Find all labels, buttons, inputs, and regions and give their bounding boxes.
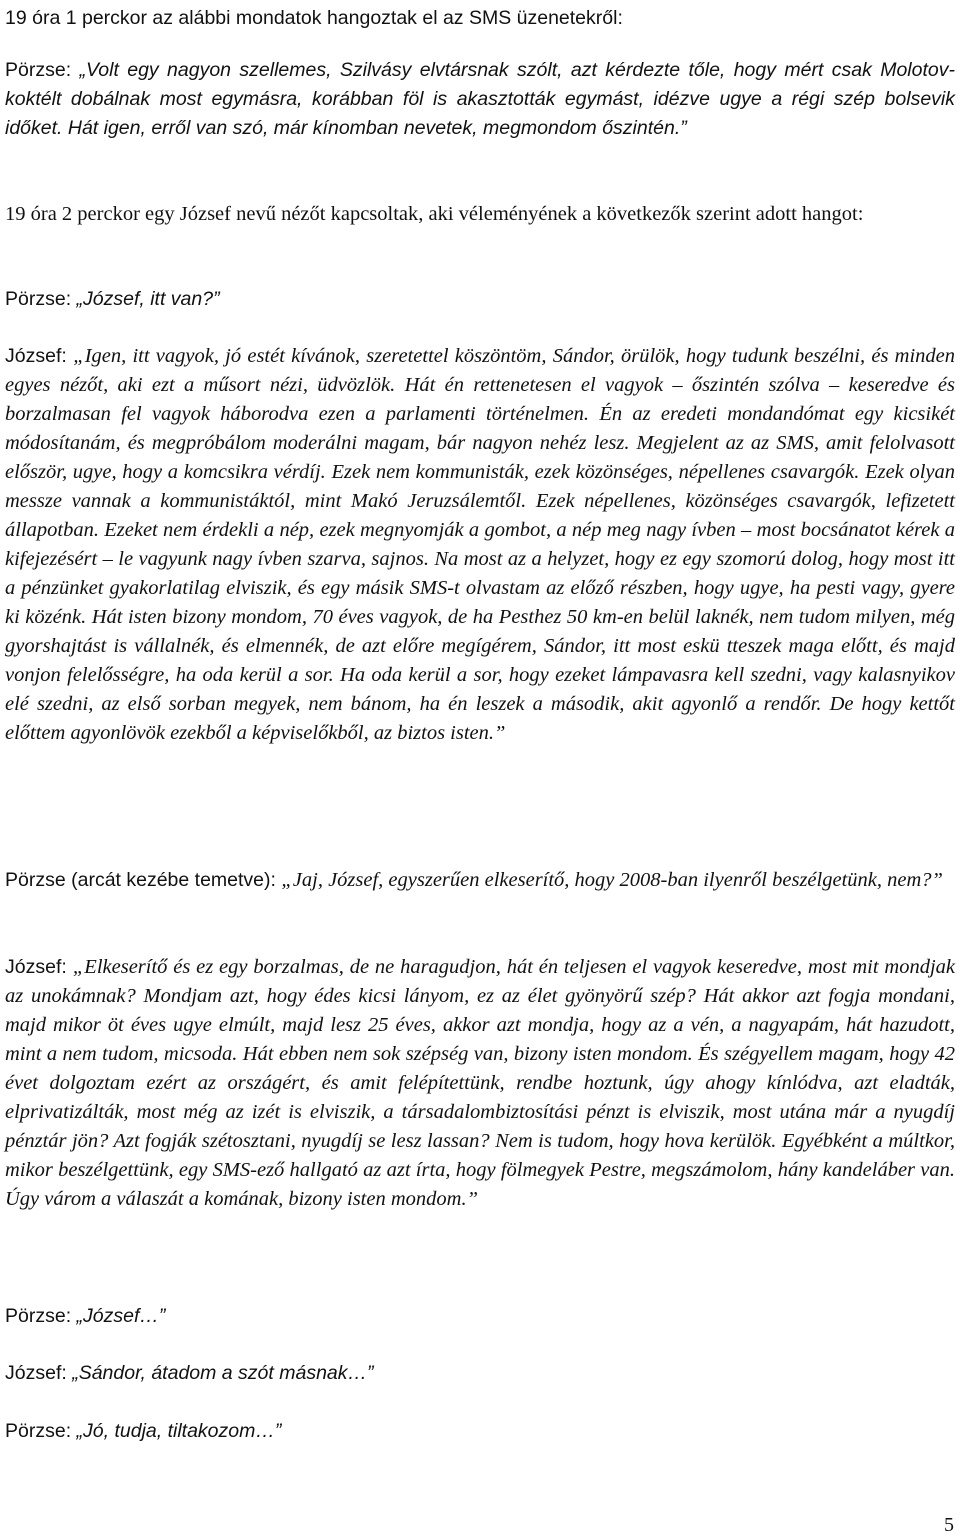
quoted-speech: „József…”: [76, 1305, 166, 1327]
speaker-label: József:: [5, 345, 74, 367]
paragraph-porzse-closing: [5, 1417, 955, 1446]
quoted-speech: „Jaj, József, egyszerűen elkeserítő, hogy 2008-ban ilyenről beszélgetünk, nem?”: [281, 869, 943, 891]
page-number: 5: [944, 1514, 954, 1536]
paragraph-porzse-interjection: [5, 1302, 955, 1331]
paragraph-porzse-reaction: [5, 866, 955, 895]
speaker-label: Pörzse:: [5, 59, 80, 81]
speaker-label: 19 óra 1 perckor az alábbi mondatok hangoztak el az SMS üzenetekről:: [5, 7, 623, 29]
paragraph-jozsef-reply-2: [5, 953, 955, 1214]
speaker-label: Pörzse:: [5, 1420, 77, 1442]
paragraph-porzse-question: [5, 285, 955, 314]
speaker-label: József:: [5, 956, 73, 978]
paragraph-jozsef-reply-1: [5, 342, 955, 748]
paragraph-porzse-quote-1: [5, 56, 955, 143]
quoted-speech: „Volt egy nagyon szellemes, Szilvásy elvtársnak szólt, azt kérdezte tőle, hogy mért csak Molotov-koktélt dobálnak most egymásra, korábban föl is akasztották egymást, idézve ugye a régi szép bolsevik időket. Hát igen, erről van szó, már kínomban nevetek, megmondom őszintén.”: [5, 59, 955, 139]
speaker-label: Pörzse:: [5, 288, 77, 310]
speaker-label: József:: [5, 1362, 73, 1384]
paragraph-jozsef-closing: [5, 1359, 955, 1388]
quoted-speech: „József, itt van?”: [76, 288, 220, 310]
speaker-label: Pörzse (arcát kezébe temetve):: [5, 869, 282, 891]
paragraph-intro-1: [5, 4, 955, 33]
paragraph-intro-2: [5, 200, 955, 229]
speaker-label: Pörzse:: [5, 1305, 77, 1327]
quoted-speech: „Elkeserítő és ez egy borzalmas, de ne haragudjon, hát én teljesen el vagyok keseredve, most mit mondjak az unokámnak? Mondjam azt, hogy édes kicsi lányom, ez az élet gyönyörű szép? Hát akkor azt fogja mondani, majd mikor öt éves ugye elmúlt, majd lesz 25 éves, akkor azt mondja, hogy az a vén, a nagyapám, hát hazudott, mint a nem tudom, micsoda. Hát ebben nem sok szépség van, bizony isten mondom. És szégyellem magam, hogy 42 évet dolgoztam ezért az országért, és amit felépítettünk, rendbe hoztunk, úgy ahogy kínlódva, azt eladták, elprivatizálták, most még az izét is elviszik, a társadalombiztosítási pénzt is elviszik, most utána már a nyugdíj pénztár jön? Azt fogják szétosztani, nyugdíj se lesz lassan? Nem is tudom, hogy hova kerülök. Egyébként a múltkor, mikor beszélgettünk, egy SMS-ező hallgató az azt írta, hogy fölmegyek Pestre, megszámolom, hány kandeláber van. Úgy várom a válaszát a komának, bizony isten mondom.”: [5, 956, 955, 1210]
quoted-speech: „Igen, itt vagyok, jó estét kívánok, szeretettel köszöntöm, Sándor, örülök, hogy tudunk beszélni, és minden egyes nézőt, aki ezt a műsort nézi, üdvözlök.: [5, 345, 955, 396]
quoted-speech: „Jó, tudja, tiltakozom…”: [76, 1420, 282, 1442]
quoted-speech: „Sándor, átadom a szót másnak…”: [72, 1362, 374, 1384]
speaker-label: 19 óra 2 perckor egy József nevű nézőt kapcsoltak, aki véleményének a következők szerint adott hangot:: [5, 203, 864, 225]
quoted-speech: Hát én rettenetesen el vagyok – őszintén szólva – keseredve és borzalmasan fel vagyok háborodva ezen a parlamenti történelmen. Én az eredeti mondandómat egy kicsikét módosítanám, és megpróbálom moderálni magam, bár nagyon nehéz lesz. Megjelent az az SMS, amit felolvasott először, ugye, hogy a komcsikra vérdíj. Ezek nem kommunisták, ezek közönséges, népellenes csavargók. Ezek olyan messze vannak a kommunistáktól, mint Makó Jeruzsálemtől. Ezek népellenes, közönséges csavargók, lefizetett állapotban. Ezeket nem érdekli a nép, ezek megnyomják a gombot, a nép meg nagy ívben – most bocsánatot kérek a kifejezésért – le vagyunk nagy ívben szarva, sajnos. Na most az a helyzet, hogy ez egy szomorú dolog, hogy most itt a pénzünket gyakorlatilag elviszik, és egy másik SMS-t olvastam az előző részben, hogy ugye, ha pesti vagy, gyere ki közénk. Hát isten bizony mondom, 70 éves vagyok, de ha Pesthez 50 km-en belül laknék, nem tudom milyen, még gyorshajtást is vállalnék, és elmennék, de azt előre megígérem, Sándor, itt most eskü tteszek maga előtt, és majd vonjon felelősségre, ha oda kerül a sor. Ha oda kerül a sor, hogy ezeket lámpavasra kell szedni, vagy kalasnyikov elé szedni, az első sorban megyek, nem bánom, ha én leszek a második, akit agyonlő a rendőr. De hogy kettőt előttem agyonlövök ezekből a képviselőkből, az biztos isten.”: [5, 374, 955, 744]
